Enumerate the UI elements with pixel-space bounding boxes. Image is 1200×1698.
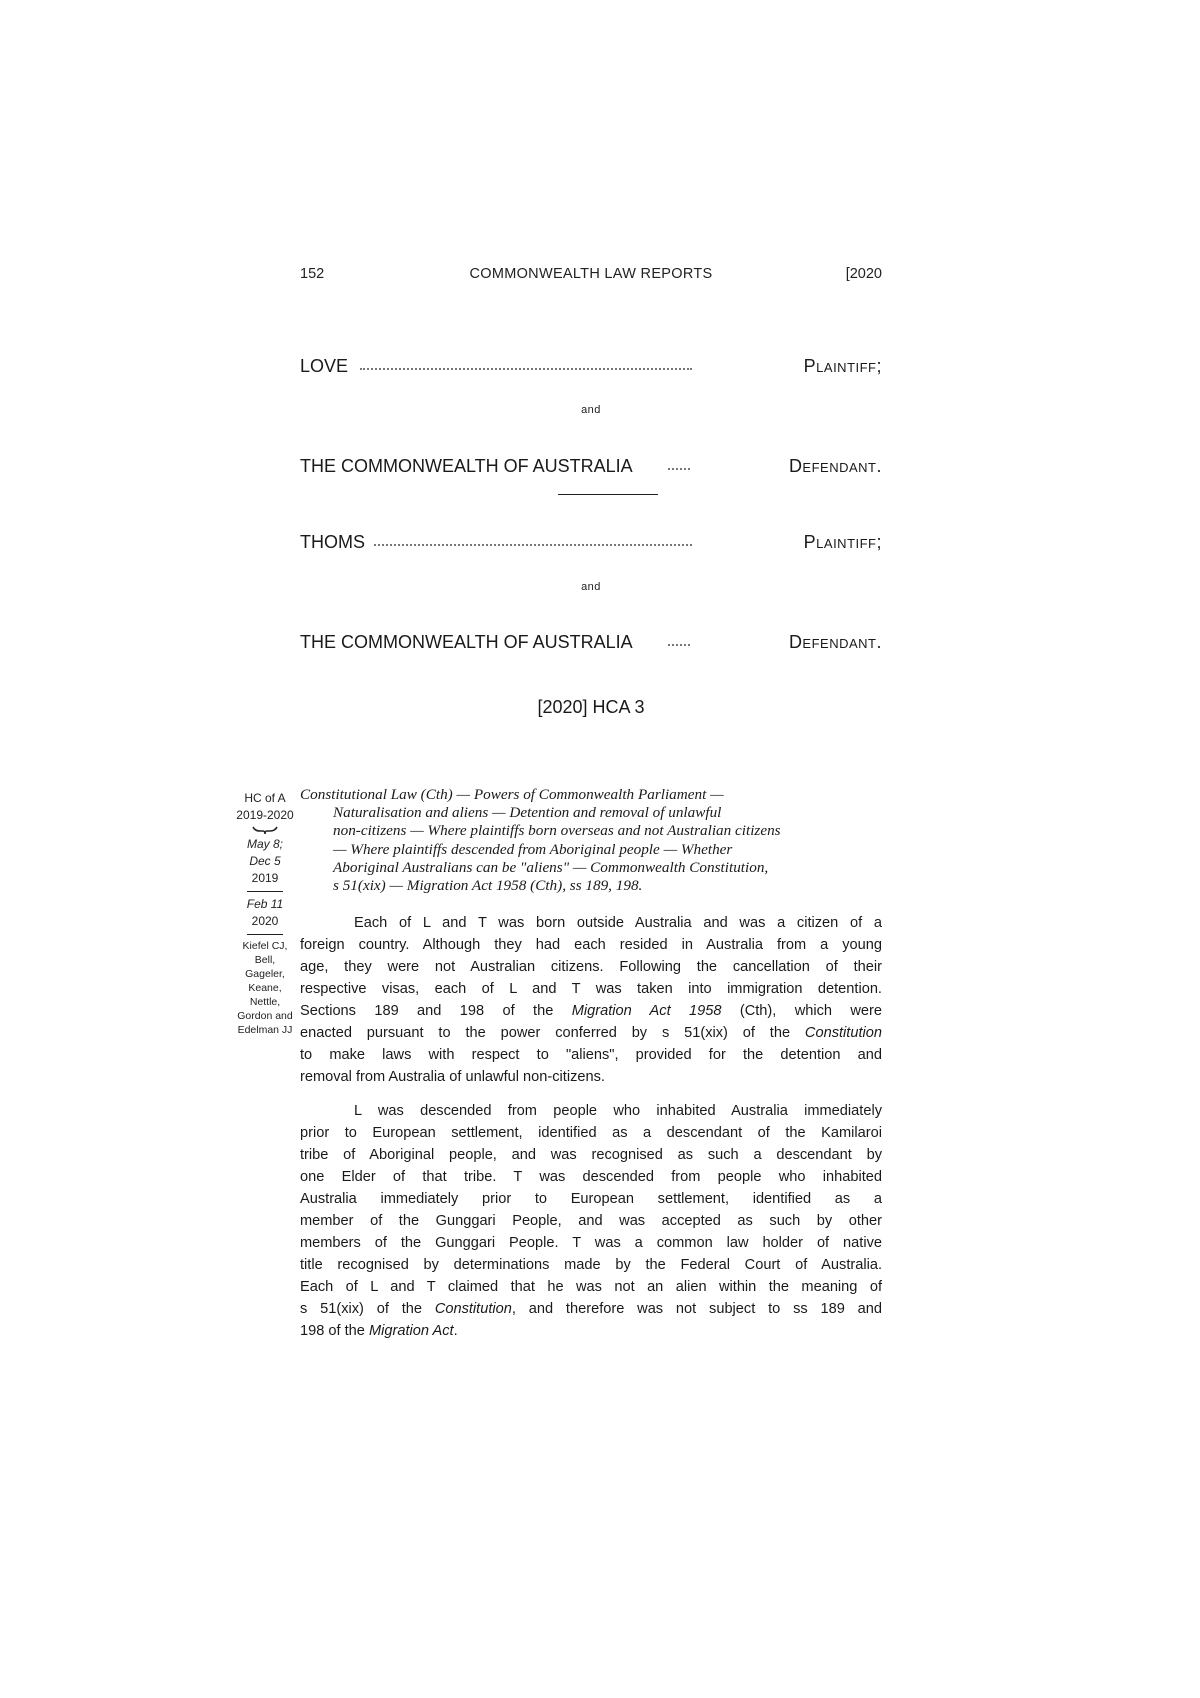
paragraph-line: Australia immediately prior to European settlement, identified as a: [300, 1191, 882, 1207]
party-name: THE COMMONWEALTH OF AUSTRALIA: [300, 632, 633, 652]
court-years: 2019-2020: [236, 808, 294, 822]
party-line-love: [300, 356, 882, 382]
judge-name: Gageler,: [245, 968, 285, 980]
catchwords-line: Constitutional Law (Cth) — Powers of Commonwealth Parliament —: [300, 786, 724, 803]
hearing-date-2: Dec 5: [249, 854, 281, 868]
judge-name: Nettle,: [249, 996, 281, 1008]
paragraph-line: 198 of the Migration Act.: [300, 1323, 458, 1339]
catchwords-line: s 51(xix) — Migration Act 1958 (Cth), ss 189, 198.: [333, 877, 643, 895]
judge-name: Gordon and: [237, 1010, 293, 1022]
judgment-date: Feb 11: [246, 897, 284, 911]
party-role: Defendant.: [788, 456, 882, 476]
catchwords-line: — Where plaintiffs descended from Aboriginal people — Whether: [333, 840, 733, 858]
paragraph-line: members of the Gunggari People. T was a common law holder of native: [300, 1235, 882, 1251]
paragraph-line: tribe of Aboriginal people, and was recognised as such a descendant by: [300, 1147, 882, 1163]
headnote-paragraph-2: [300, 1100, 882, 1342]
bench-list: [236, 939, 294, 1037]
dot-leader: [668, 468, 690, 470]
paragraph-line: respective visas, each of L and T was taken into immigration detention.: [300, 981, 882, 997]
margin-divider: [247, 934, 283, 935]
case-divider: [558, 494, 658, 495]
paragraph-line: title recognised by determinations made by the Federal Court of Australia.: [300, 1257, 882, 1273]
judge-name: Edelman JJ: [237, 1024, 293, 1036]
report-year: [2020: [845, 266, 882, 282]
paragraph-line: one Elder of that tribe. T was descended from people who inhabited: [300, 1169, 882, 1185]
hearing-date-1: May 8;: [246, 837, 283, 851]
paragraph-line: s 51(xix) of the Constitution, and therefore was not subject to ss 189 and: [300, 1301, 882, 1317]
and-separator: and: [581, 404, 601, 416]
catchwords-line: Aboriginal Australians can be "aliens" — Commonwealth Constitution,: [333, 858, 769, 876]
court-abbrev: HC of A: [244, 791, 286, 805]
paragraph-line: member of the Gunggari People, and was accepted as such by other: [300, 1213, 882, 1229]
paragraph-line: Each of L and T claimed that he was not an alien within the meaning of: [300, 1279, 882, 1295]
paragraph-line: prior to European settlement, identified as a descendant of the Kamilaroi: [300, 1125, 882, 1141]
party-name: LOVE: [300, 356, 349, 376]
page-number: 152: [300, 266, 325, 282]
neutral-citation: [2020] HCA 3: [537, 697, 645, 717]
dot-leader: [374, 544, 692, 546]
margin-divider: [247, 891, 283, 892]
and-separator: and: [581, 581, 601, 593]
paragraph-line: to make laws with respect to "aliens", provided for the detention and: [300, 1047, 882, 1063]
party-name: THE COMMONWEALTH OF AUSTRALIA: [300, 456, 633, 476]
running-head: [300, 266, 882, 288]
judge-name: Bell,: [254, 954, 276, 966]
paragraph-line: removal from Australia of unlawful non-citizens.: [300, 1069, 605, 1085]
report-title: COMMONWEALTH LAW REPORTS: [469, 266, 713, 282]
judge-name: Keane,: [248, 982, 282, 994]
paragraph-line: Sections 189 and 198 of the Migration Act 1958 (Cth), which were: [300, 1003, 883, 1019]
catchwords-line: Naturalisation and aliens — Detention and removal of unlawful: [333, 804, 722, 822]
brace-icon: [236, 824, 294, 836]
judge-name: Kiefel CJ,: [242, 940, 288, 952]
dot-leader: [360, 368, 692, 370]
judgment-year: 2020: [251, 914, 279, 928]
party-role: Plaintiff;: [803, 532, 882, 552]
paragraph-line: enacted pursuant to the power conferred by s 51(xix) of the Constitution: [300, 1025, 882, 1041]
paragraph-line: L was descended from people who inhabited Australia immediately: [354, 1103, 882, 1119]
paragraph-line: Each of L and T was born outside Australia and was a citizen of a: [354, 915, 882, 931]
paragraph-line: age, they were not Australian citizens. Following the cancellation of their: [300, 959, 882, 975]
party-line-commonwealth: [300, 632, 882, 658]
party-line-commonwealth: [300, 456, 882, 482]
party-name: THOMS: [300, 532, 365, 552]
catchwords-line: non-citizens — Where plaintiffs born overseas and not Australian citizens: [333, 822, 781, 840]
hearing-year: 2019: [251, 871, 279, 885]
party-role: Plaintiff;: [803, 356, 882, 376]
margin-note: [236, 790, 294, 1037]
party-role: Defendant.: [788, 632, 882, 652]
headnote-paragraph-1: [300, 912, 883, 1088]
catchwords: [300, 786, 882, 895]
paragraph-line: foreign country. Although they had each resided in Australia from a young: [300, 937, 882, 953]
dot-leader: [668, 644, 690, 646]
party-line-thoms: [300, 532, 882, 558]
